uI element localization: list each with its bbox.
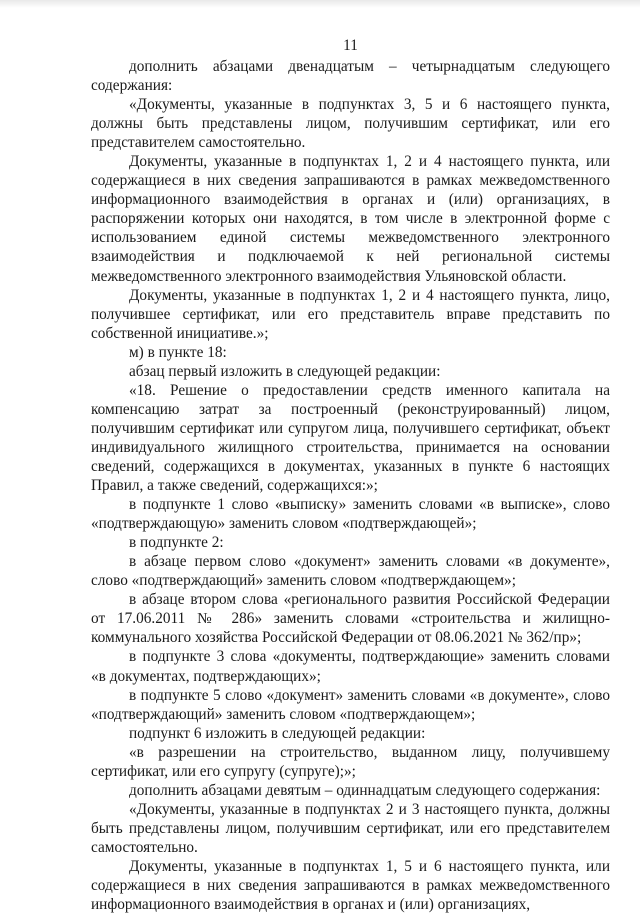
paragraph: «18. Решение о предоставлении средств именного капитала на компенсацию затрат за построенный (реконструированный) лицом, получившим сертификат или супругом лица, получившего сертификат, объект индивидуального жилищного строительства, принимается на основании сведений, содержащихся в документах, указанных в пункте 6 настоящих Правил, а также сведений, содержащихся:»; — [91, 381, 610, 495]
page-number: 11 — [343, 37, 358, 54]
paragraph: «Документы, указанные в подпунктах 2 и 3 настоящего пункта, должны быть представлены лицом, получившим сертификат, или его представителем самостоятельно. — [91, 800, 610, 856]
paragraph: в подпункте 5 слово «документ» заменить словами «в документе», слово «подтверждающий» заменить словом «подтверждающем»; — [91, 686, 610, 723]
paragraph: в подпункте 2: — [129, 534, 224, 552]
document-page — [91, 36, 610, 914]
paragraph: дополнить абзацами девятым – одиннадцатым следующего содержания: — [129, 781, 601, 799]
paragraph: подпункт 6 изложить в следующей редакции: — [129, 724, 426, 742]
scan-edge — [0, 0, 640, 8]
paragraph: Документы, указанные в подпунктах 1, 2 и 4 настоящего пункта, лицо, получившее сертификат, или его представитель вправе представить по собственной инициативе.»; — [91, 286, 610, 342]
paragraph: Документы, указанные в подпунктах 1, 2 и 4 настоящего пункта, или содержащиеся в них сведения запрашиваются в рамках межведомственного информационного взаимодействия в органах и (или) организациях, в распоряжении которых они находятся, в том числе в электронной форме с использованием единой системы межведомственного электронного взаимодействия и подключаемой к ней региональной системы межведомственного электронного взаимодействия Ульяновской области. — [91, 153, 610, 285]
paragraph: «Документы, указанные в подпунктах 3, 5 и 6 настоящего пункта, должны быть представлены лицом, получившим сертификат, или его представителем самостоятельно. — [91, 96, 610, 152]
paragraph: в подпункте 1 слово «выписку» заменить словами «в выписке», слово «подтверждающую» заменить словом «подтверждающей»; — [91, 496, 610, 533]
paragraph: в подпункте 3 слова «документы, подтверждающие» заменить словами «в документах, подтверждающих»; — [91, 648, 610, 685]
paragraph: абзац первый изложить в следующей редакции: — [129, 362, 441, 380]
paragraph: «в разрешении на строительство, выданном лицу, получившему сертификат, или его супругу (супруге);»; — [91, 743, 610, 780]
paragraph: Документы, указанные в подпунктах 1, 5 и 6 настоящего пункта, или содержащиеся в них сведения запрашиваются в рамках межведомственного информационного взаимодействия в органах и (или) организациях, — [91, 857, 610, 914]
paragraph: в абзаце первом слово «документ» заменить словами «в документе», слово «подтверждающий» заменить словом «подтверждающем»; — [91, 553, 610, 590]
paragraph: в абзаце втором слова «регионального развития Российской Федерации от 17.06.2011 № 286» заменить словами «строительства и жилищно-коммунального хозяйства Российской Федерации от 08.06.2021 № 362/пр»; — [91, 591, 610, 647]
paragraph: м) в пункте 18: — [129, 343, 227, 361]
paragraph: дополнить абзацами двенадцатым – четырнадцатым следующего содержания: — [91, 58, 610, 95]
